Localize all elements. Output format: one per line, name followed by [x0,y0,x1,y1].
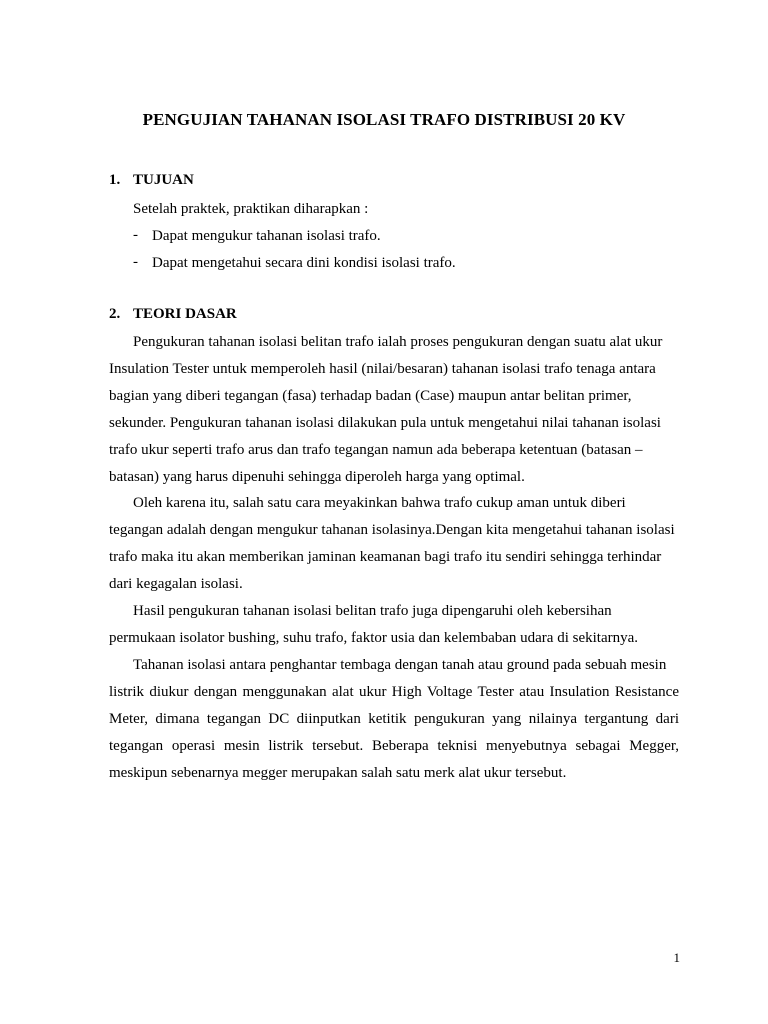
section-title: TUJUAN [133,172,194,188]
bullet-marker: - [133,254,138,270]
paragraph-line: Meter, dimana tegangan DC diinputkan ketitik pengukuran yang nilainya tergantung dari [109,711,679,727]
paragraph-line: tegangan operasi mesin listrik tersebut. Beberapa teknisi menyebutnya sebagai Megger, [109,738,679,754]
paragraph-line: Pengukuran tahanan isolasi belitan trafo ialah proses pengukuran dengan suatu alat ukur [133,334,663,350]
section-intro: Setelah praktek, praktikan diharapkan : [133,201,369,217]
paragraph-line: Oleh karena itu, salah satu cara meyakinkan bahwa trafo cukup aman untuk diberi [133,495,626,511]
paragraph-line: tegangan adalah dengan mengukur tahanan isolasinya.Dengan kita mengetahui tahanan isolasi [109,522,675,538]
page-number: 1 [673,950,680,965]
paragraph-line: listrik diukur dengan menggunakan alat ukur High Voltage Tester atau Insulation Resistance [109,684,679,700]
section-title: TEORI DASAR [133,306,237,322]
paragraph-line: Insulation Tester untuk memperoleh hasil (nilai/besaran) tahanan isolasi trafo tenaga antara [109,361,656,377]
paragraph-line: dari kegagalan isolasi. [109,576,243,592]
section-number: 1. [109,172,121,188]
bullet-item: Dapat mengukur tahanan isolasi trafo. [152,228,381,244]
bullet-item: Dapat mengetahui secara dini kondisi isolasi trafo. [152,255,456,271]
bullet-marker: - [133,227,138,243]
paragraph-line: meskipun sebenarnya megger merupakan salah satu merk alat ukur tersebut. [109,765,567,781]
paragraph-line: permukaan isolator bushing, suhu trafo, faktor usia dan kelembaban udara di sekitarnya. [109,630,639,646]
section-heading-tujuan [109,172,409,192]
document-title: PENGUJIAN TAHANAN ISOLASI TRAFO DISTRIBUSI 20 KV [142,110,626,129]
section-number: 2. [109,306,121,322]
paragraph-line: sekunder. Pengukuran tahanan isolasi dilakukan pula untuk mengetahui nilai tahanan isolasi [109,415,661,431]
paragraph-line: batasan) yang harus dipenuhi sehingga diperoleh harga yang optimal. [109,469,525,485]
paragraph-line: trafo maka itu akan memberikan jaminan keamanan bagi trafo itu sendiri sehingga terhindar [109,549,662,565]
paragraph-line: trafo ukur seperti trafo arus dan trafo tegangan namun ada beberapa ketentuan (batasan – [109,442,643,458]
paragraph-line: Tahanan isolasi antara penghantar tembaga dengan tanah atau ground pada sebuah mesin [133,657,667,673]
section-heading-teori-dasar [109,306,409,326]
paragraph-line: Hasil pengukuran tahanan isolasi belitan trafo juga dipengaruhi oleh kebersihan [133,603,612,619]
paragraph-line: bagian yang diberi tegangan (fasa) terhadap badan (Case) maupun antar belitan primer, [109,388,632,404]
